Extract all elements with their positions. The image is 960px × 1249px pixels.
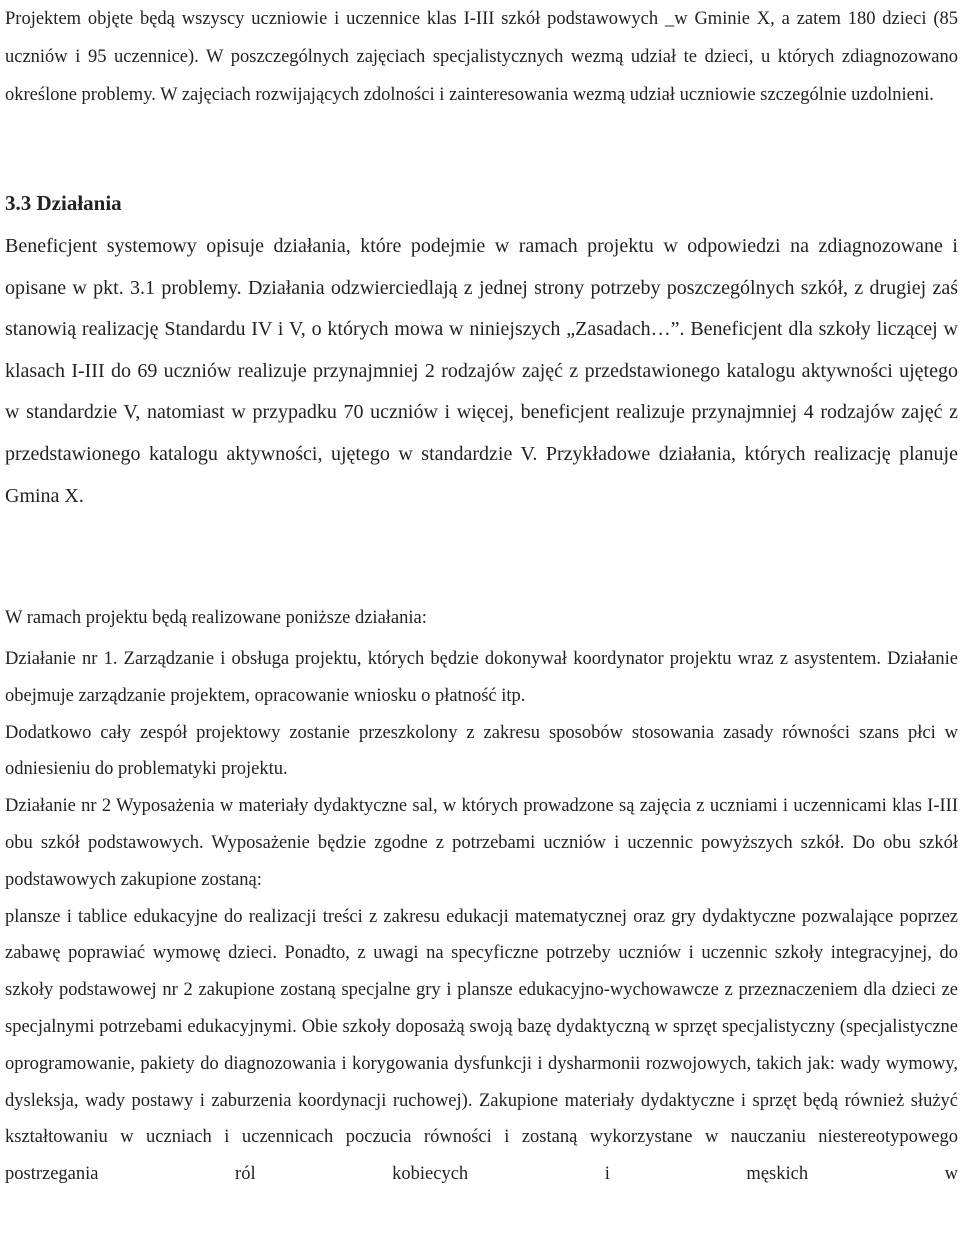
actions-lead: W ramach projektu będą realizowane poniższe działania: xyxy=(5,608,427,628)
intro-paragraph: Projektem objęte będą wszyscy uczniowie i uczennice klas I-III szkół podstawowych _w Gminie X, a zatem 180 dzieci (85 uczniów i 95 uczennice). W poszczególnych zajęciach specjalistycznych wezmą udział te dzieci, u których zdiagnozowano określone problemy. W zajęciach rozwijających zdolności i zainteresowania wezmą udział uczniowie szczególnie uzdolnieni. xyxy=(5,9,958,105)
action-1-training: Dodatkowo cały zespół projektowy zostanie przeszkolony z zakresu sposobów stosowania zasady równości szans płci w odniesieniu do problematyki projektu. xyxy=(5,722,958,780)
section-heading-3-3: 3.3 Działania xyxy=(5,191,122,215)
actions-list xyxy=(5,641,958,1193)
action-2-description: Działanie nr 2 Wyposażenia w materiały dydaktyczne sal, w których prowadzone są zajęcia z uczniami i uczennicami klas I-III obu szkół podstawowych. Wyposażenie będzie zgodne z potrzebami uczniów i uczennic powyższych szkół. Do obu szkół podstawowych zakupione zostaną: xyxy=(5,796,958,890)
section-3-3-paragraph: Beneficjent systemowy opisuje działania, które podejmie w ramach projektu w odpowiedzi na zdiagnozowane i opisane w pkt. 3.1 problemy. Działania odzwierciedlają z jednej strony potrzeby poszczególnych szkół, z drugiej zaś stanowią realizację Standardu IV i V, o których mowa w niniejszych „Zasadach…”. Beneficjent dla szkoły liczącej w klasach I-III do 69 uczniów realizuje przynajmniej 2 rodzajów zajęć z przedstawionego katalogu aktywności ujętego w standardzie V, natomiast w przypadku 70 uczniów i więcej, beneficjent realizuje przynajmniej 4 rodzajów zajęć z przedstawionego katalogu aktywności, ujętego w standardzie V. Przykładowe działania, których realizację planuje Gmina X. xyxy=(5,235,958,507)
action-2-materials: plansze i tablice edukacyjne do realizacji treści z zakresu edukacji matematycznej oraz gry dydaktyczne pozwalające poprzez zabawę poprawiać wymowę dzieci. Ponadto, z uwagi na specyficzne potrzeby uczniów i uczennic szkoły integracyjnej, do szkoły podstawowej nr 2 zakupione zostaną specjalne gry i plansze edukacyjno-wychowawcze z przeznaczeniem dla dzieci ze specjalnymi potrzebami edukacyjnymi. Obie szkoły doposażą swoją bazę dydaktyczną w sprzęt specjalistyczny (specjalistyczne oprogramowanie, pakiety do diagnozowania i korygowania dysfunkcji i dysharmonii rozwojowych, takich jak: wady wymowy, dysleksja, wady postawy i zaburzenia koordynacji ruchowej). Zakupione materiały dydaktyczne i sprzęt będą również służyć kształtowaniu w uczniach i uczennicach poczucia równości i zostaną wykorzystane w nauczaniu niestereotypowego postrzegania ról kobiecych i męskich w xyxy=(5,906,958,1185)
action-1-description: Działanie nr 1. Zarządzanie i obsługa projektu, których będzie dokonywał koordynator projektu wraz z asystentem. Działanie obejmuje zarządzanie projektem, opracowanie wniosku o płatność itp. xyxy=(5,649,958,706)
